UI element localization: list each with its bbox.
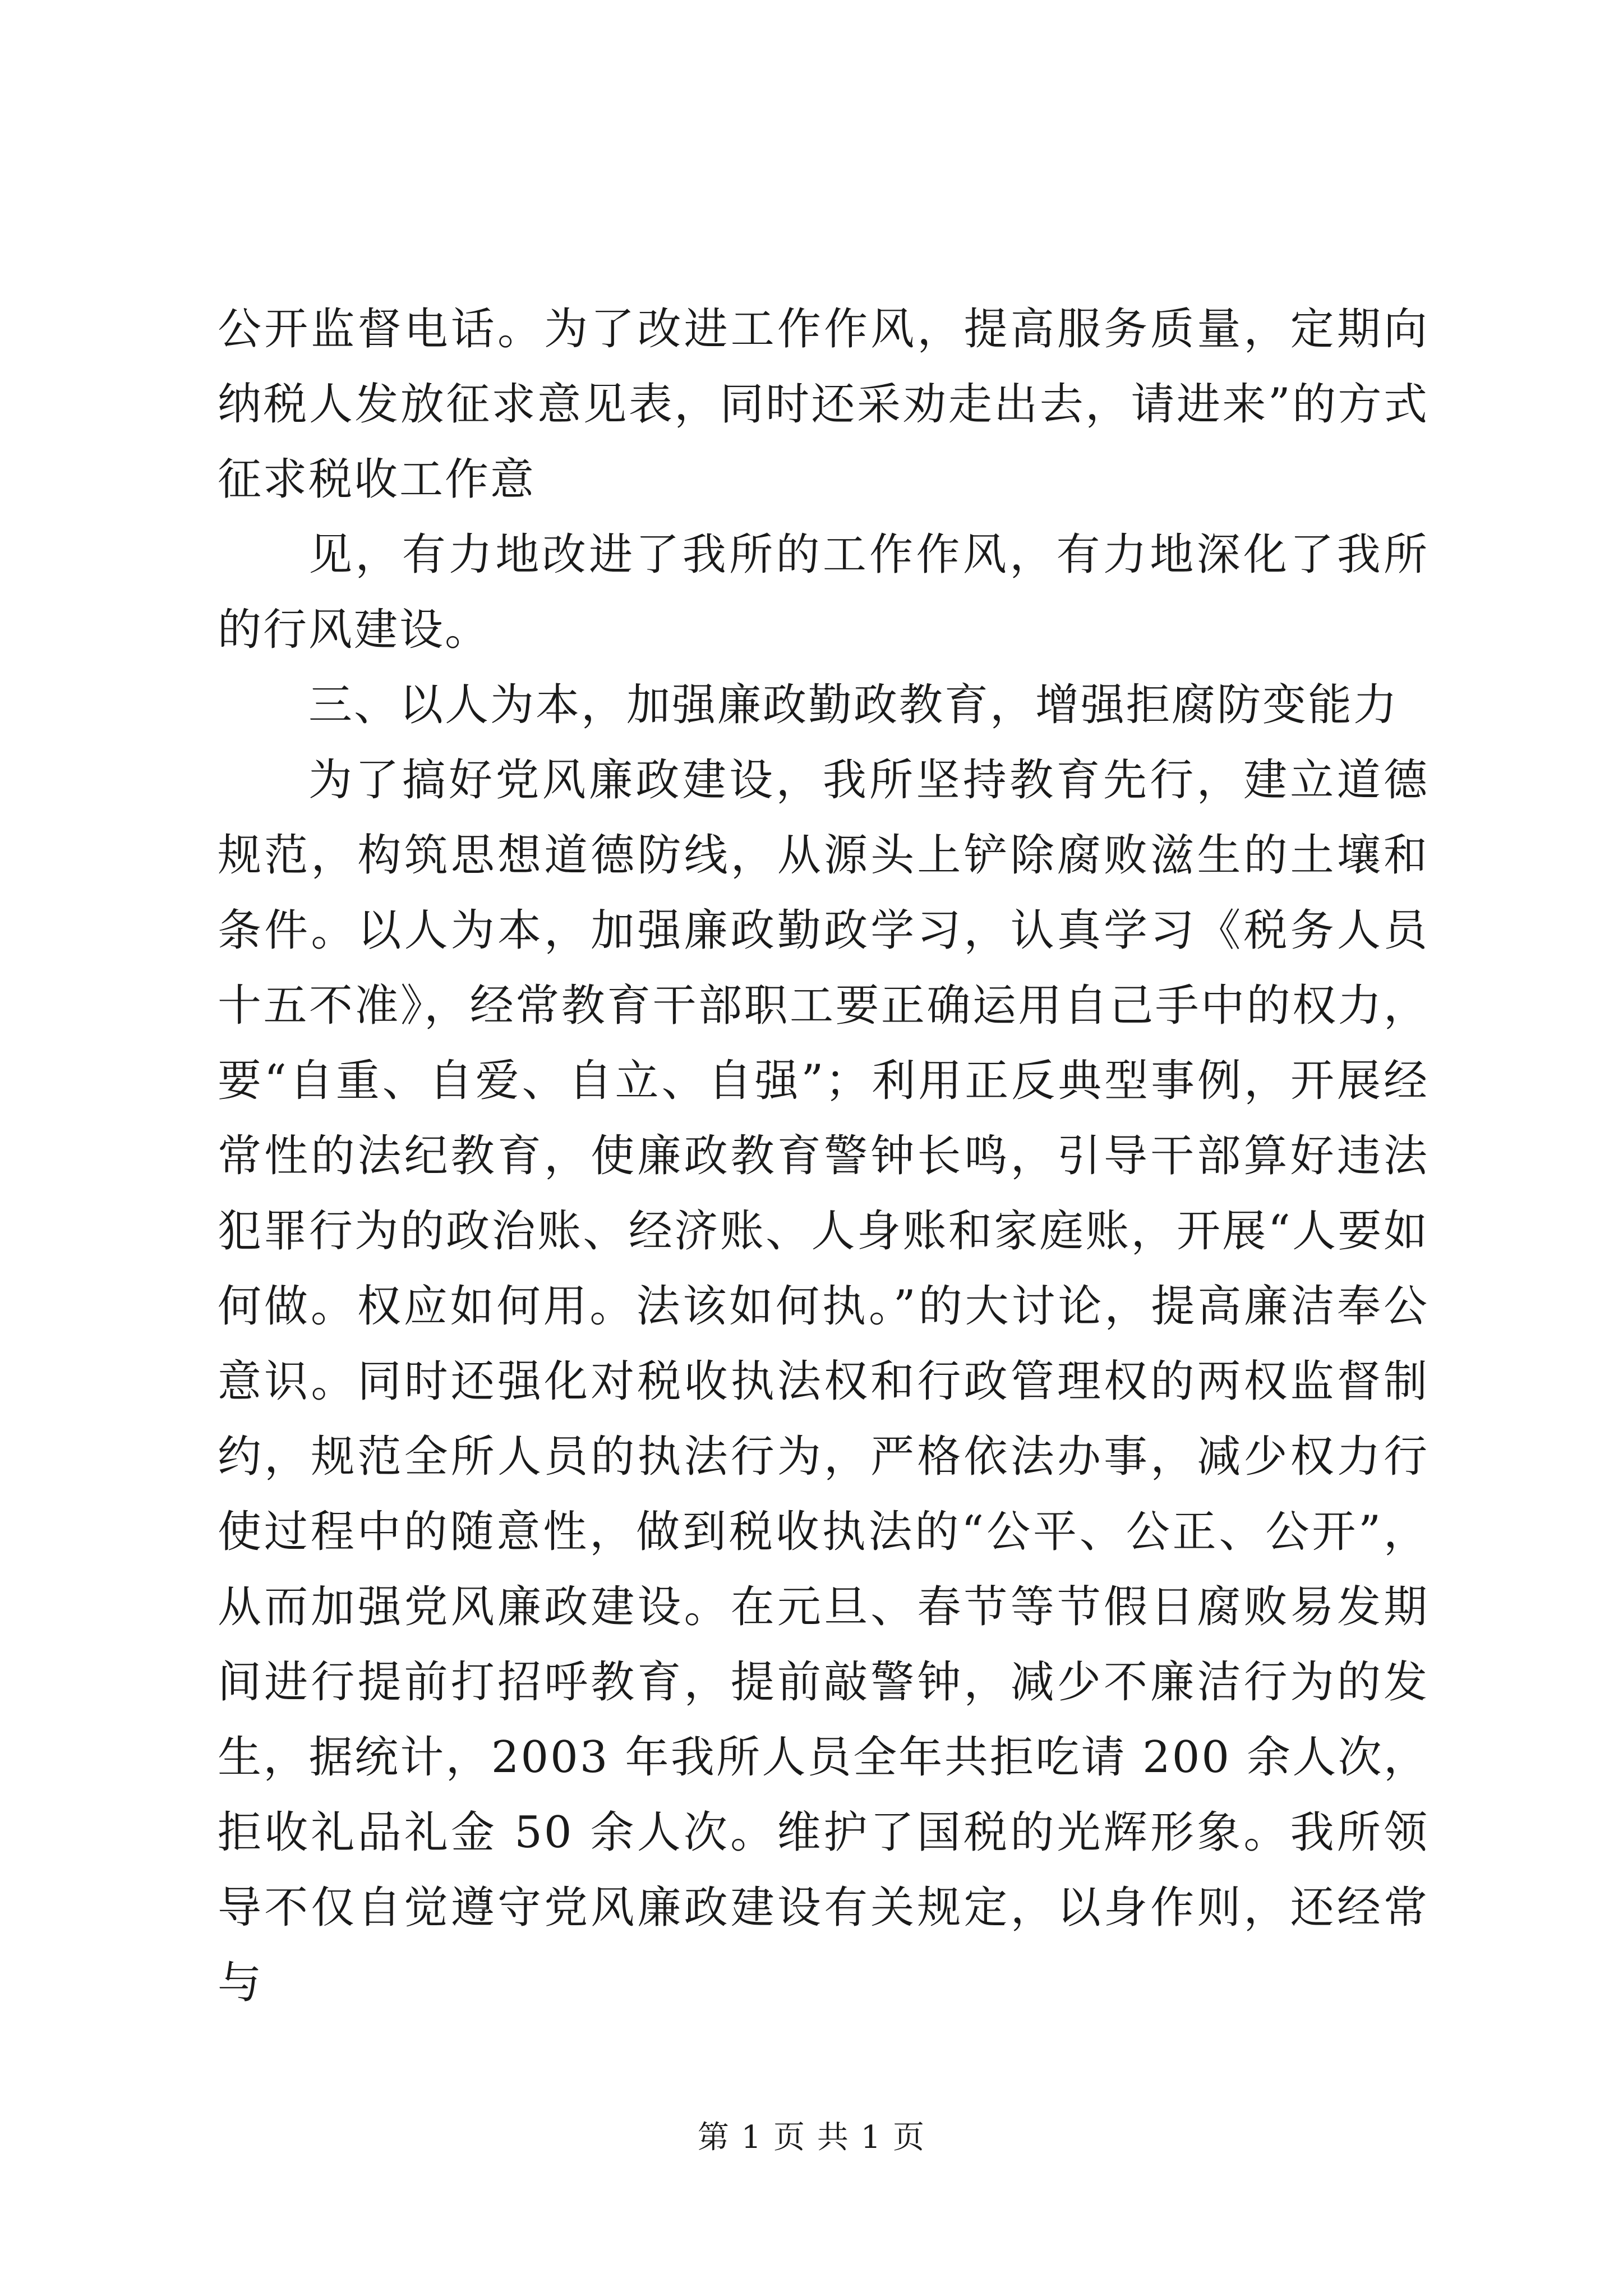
paragraph-1: 公开监督电话。为了改进工作作风，提高服务质量，定期向纳税人发放征求意见表，同时还采劝走出去，请进来”的方式征求税收工作意 bbox=[218, 304, 1429, 505]
paragraph-3: 为了搞好党风廉政建设，我所坚持教育先行，建立道德规范，构筑思想道德防线，从源头上铲除腐败滋生的土壤和条件。以人为本，加强廉政勤政学习，认真学习《税务人员十五不准》，经常教育干部职工要正确运用自己手中的权力，要“自重、自爱、自立、自强”；利用正反典型事例，开展经常性的法纪教育，使廉政教育警钟长鸣，引导干部算好违法犯罪行为的政治账、经济账、人身账和家庭账，开展“人要如何做。权应如何用。法该如何执。”的大讨论，提高廉洁奉公意识。同时还强化对税收执法权和行政管理权的两权监督制约，规范全所人员的执法行为，严格依法办事，减少权力行使过程中的随意性，做到税收执法的“公平、公正、公开”，从而加强党风廉政建设。在元旦、春节等节假日腐败易发期间进行提前打招呼教育，提前敲警钟，减少不廉洁行为的发生，据统计，2003 年我所人员全年共拒吃请 200 余人次，拒收礼品礼金 50 余人次。维护了国税的光辉形象。我所领导不仅自觉遵守党风廉政建设有关规定，以身作则，还经常与 bbox=[218, 755, 1429, 2008]
section-heading: 三、以人为本，加强廉政勤政教育，增强拒腐防变能力 bbox=[308, 680, 1399, 730]
paragraph-2: 见，有力地改进了我所的工作作风，有力地深化了我所的行风建设。 bbox=[218, 530, 1429, 655]
document-body bbox=[218, 292, 1429, 2021]
page-number-footer: 第 1 页 共 1 页 bbox=[697, 2119, 926, 2156]
